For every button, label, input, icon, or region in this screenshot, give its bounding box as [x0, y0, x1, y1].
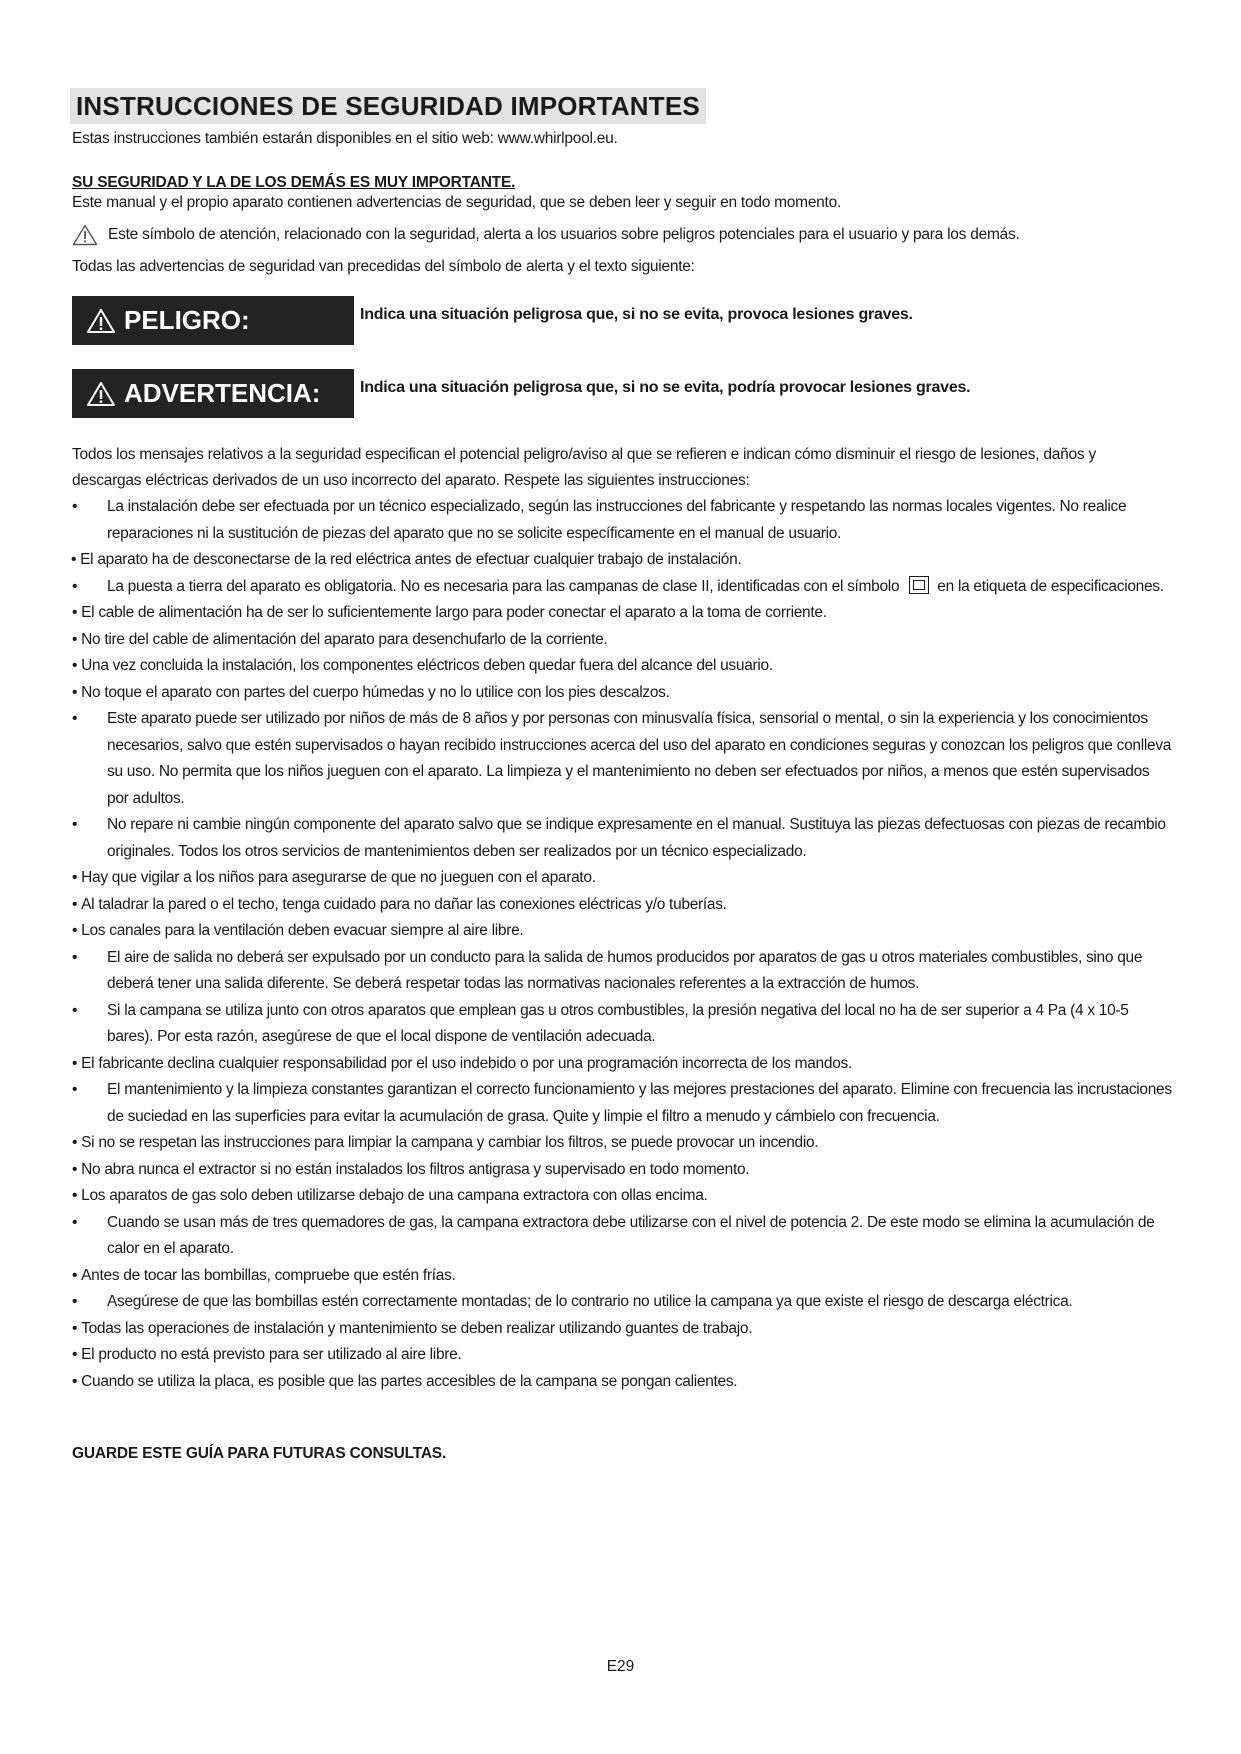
list-item: • Si la campana se utiliza junto con otros aparatos que emplean gas u otros combustibles, la presión negativa del local no ha de ser superior a 4 Pa (4 x 10-5 bares). Por esta razón, asegúrese de que el local dispone de ventilación adecuada. [72, 998, 1172, 1051]
alert-symbol-text: Este símbolo de atención, relacionado con la seguridad, alerta a los usuarios sobre peligros potenciales para el usuario y para los demás. [108, 226, 1020, 243]
manual-text: Este manual y el propio aparato contienen advertencias de seguridad, que se deben leer y seguir en todo momento. [72, 194, 842, 211]
signal-peligro [72, 296, 1172, 345]
list-item: • Los canales para la ventilación deben evacuar siempre al aire libre. [72, 918, 1172, 945]
keep-guide-heading: GUARDE ESTE GUÍA PARA FUTURAS CONSULTAS. [72, 1445, 447, 1462]
warning-triangle-icon [86, 308, 116, 334]
peligro-description: Indica una situación peligrosa que, si no se evita, provoca lesiones graves. [360, 306, 913, 323]
list-item: • Cuando se utiliza la placa, es posible que las partes accesibles de la campana se pongan calientes. [72, 1369, 1172, 1396]
list-item: • Al taladrar la pared o el techo, tenga cuidado para no dañar las conexiones eléctricas y/o tuberías. [72, 892, 1172, 919]
list-item: • Hay que vigilar a los niños para asegurarse de que no jueguen con el aparato. [72, 865, 1172, 892]
list-item: • No toque el aparato con partes del cuerpo húmedas y no lo utilice con los pies descalzos. [72, 680, 1172, 707]
list-item: • La instalación debe ser efectuada por un técnico especializado, según las instrucciones del fabricante y respetando las normas locales vigentes. No realice reparaciones ni la sustitución de piezas del aparato que no se solicite específicamente en el manual de usuario. [72, 494, 1172, 547]
list-item: • La puesta a tierra del aparato es obligatoria. No es necesaria para las campanas de clase II, identificadas con el símbolo en la etiqueta de especificaciones. [72, 574, 1172, 601]
list-item: • El fabricante declina cualquier responsabilidad por el uso indebido o por una programación incorrecta de los mandos. [72, 1051, 1172, 1078]
warning-triangle-icon [86, 381, 116, 407]
list-item: • Asegúrese de que las bombillas estén correctamente montadas; de lo contrario no utilice la campana ya que existe el riesgo de descarga eléctrica. [72, 1289, 1172, 1316]
list-item: • El cable de alimentación ha de ser lo suficientemente largo para poder conectar el aparato a la toma de corriente. [72, 600, 1172, 627]
safety-heading: SU SEGURIDAD Y LA DE LOS DEMÁS ES MUY IMPORTANTE. [72, 174, 516, 191]
page-number: E29 [606, 1658, 635, 1675]
list-item: • Todas las operaciones de instalación y mantenimiento se deben realizar utilizando guantes de trabajo. [72, 1316, 1172, 1343]
list-item: • Los aparatos de gas solo deben utilizarse debajo de una campana extractora con ollas encima. [72, 1183, 1172, 1210]
intro-text: Estas instrucciones también estarán disponibles en el sitio web: www.whirlpool.eu. [72, 130, 618, 147]
list-item: • El aire de salida no deberá ser expulsado por un conducto para la salida de humos producidos por aparatos de gas u otros materiales combustibles, sino que deberá tener una salida diferente. Se deberá respetar todas las normativas nacionales referentes a la extracción de humos. [72, 945, 1172, 998]
list-item: • Si no se respetan las instrucciones para limpiar la campana y cambiar los filtros, se puede provocar un incendio. [72, 1130, 1172, 1157]
peligro-label-box [72, 296, 354, 345]
messages-text: Todos los mensajes relativos a la seguridad especifican el potencial peligro/aviso al que se refieren e indican cómo disminuir el riesgo de lesiones, daños y descargas eléctricas derivados de un uso incorrecto del aparato. Respete las siguientes instrucciones: [72, 446, 1096, 489]
alert-symbol-line [72, 224, 1172, 246]
list-item: • Una vez concluida la instalación, los componentes eléctricos deben quedar fuera del alcance del usuario. [72, 653, 1172, 680]
class-ii-icon [909, 576, 929, 594]
list-item: • Antes de tocar las bombillas, compruebe que estén frías. [72, 1263, 1172, 1290]
list-item: • El mantenimiento y la limpieza constantes garantizan el correcto funcionamiento y las mejores prestaciones del aparato. Elimine con frecuencia las incrustaciones de suciedad en las superficies para evitar la acumulación de grasa. Quite y limpie el filtro a menudo y cámbielo con frecuencia. [72, 1077, 1172, 1130]
list-item: • El producto no está previsto para ser utilizado al aire libre. [72, 1342, 1172, 1369]
list-item: • Este aparato puede ser utilizado por niños de más de 8 años y por personas con minusvalía física, sensorial o mental, o sin la experiencia y los conocimientos necesarios, salvo que estén supervisados o hayan recibido instrucciones acerca del uso del aparato en condiciones seguras y conozcan los peligros que conlleva su uso. No permita que los niños jueguen con el aparato. La limpieza y el mantenimiento no deben ser efectuados por niños, a menos que estén supervisados por adultos. [72, 706, 1172, 812]
list-item: • No abra nunca el extractor si no están instalados los filtros antigrasa y supervisado en todo momento. [72, 1157, 1172, 1184]
warning-triangle-icon [72, 224, 98, 246]
signal-advertencia [72, 369, 1172, 418]
list-item: • El aparato ha de desconectarse de la red eléctrica antes de efectuar cualquier trabajo de instalación. [72, 547, 1172, 574]
preceded-text: Todas las advertencias de seguridad van precedidas del símbolo de alerta y el texto siguiente: [72, 258, 695, 275]
safety-rules-list [72, 494, 1172, 1395]
document-title: INSTRUCCIONES DE SEGURIDAD IMPORTANTES [70, 88, 706, 124]
list-item: • No repare ni cambie ningún componente del aparato salvo que se indique expresamente en el manual. Sustituya las piezas defectuosas con piezas de recambio originales. Todos los otros servicios de mantenimientos deben ser realizados por un técnico especializado. [72, 812, 1172, 865]
list-item: • No tire del cable de alimentación del aparato para desenchufarlo de la corriente. [72, 627, 1172, 654]
advertencia-label-box [72, 369, 354, 418]
list-item: • Cuando se usan más de tres quemadores de gas, la campana extractora debe utilizarse con el nivel de potencia 2. De este modo se elimina la acumulación de calor en el aparato. [72, 1210, 1172, 1263]
advertencia-description: Indica una situación peligrosa que, si no se evita, podría provocar lesiones graves. [360, 379, 971, 396]
peligro-label: PELIGRO: [124, 305, 250, 335]
page-content [72, 88, 1172, 1463]
advertencia-label: ADVERTENCIA: [124, 378, 321, 408]
